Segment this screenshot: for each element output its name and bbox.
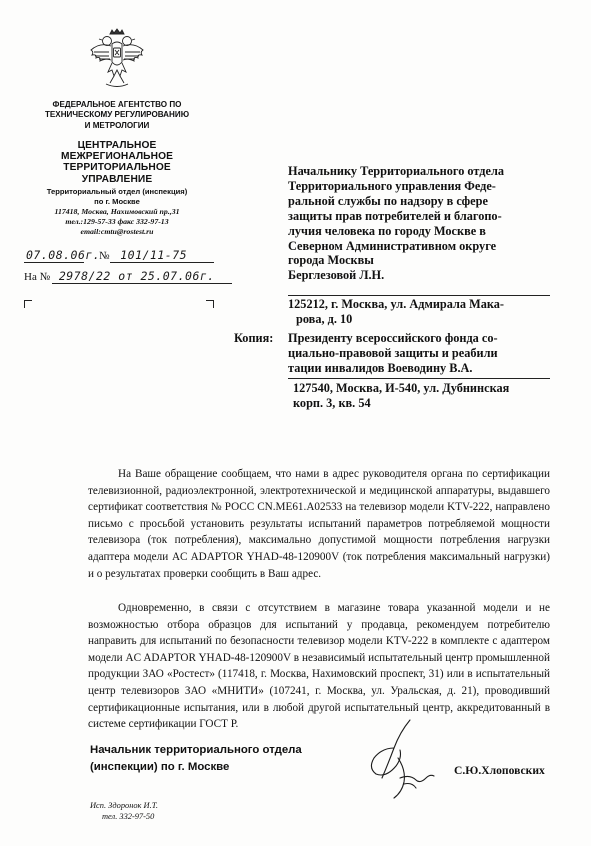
copy-underline	[288, 378, 550, 379]
sender-address: 117418, Москва, Нахимовский пр.,31	[54, 207, 180, 216]
registration-number-row	[99, 248, 187, 262]
recipient-line: города Москвы	[288, 253, 374, 268]
office-line: УПРАВЛЕНИЕ	[81, 173, 153, 185]
number-underline	[110, 262, 214, 263]
registration-number-label: №	[99, 250, 110, 262]
copy-recipient-block	[288, 331, 558, 376]
signatory-name: С.Ю.Хлоповских	[454, 764, 545, 777]
office-line: МЕЖРЕГИОНАЛЬНОЕ	[61, 151, 173, 163]
recipient-address	[288, 297, 558, 327]
coat-of-arms-icon	[88, 28, 146, 90]
body-paragraph-2: Одновременно, в связи с отсутствием в магазине товара указанной модели и не возможностью отбора образцов для испытаний у продавца, рекомендуем потребителю направить для испытаний по безопасности телевизор модели KTV-222 в комплекте с адаптером модели AC ADAPTOR YHAD-48-120900V в независимый испытательный центр промышленной продукции ЗАО «Ростест» (117418, г. Москва, Нахимовский проспект, 31) или в испытательный центр телевизоров ЗАО «МНИТИ» (107241, г. Москва, ул. Уральская, д. 21), проводивший сертификационные испытания, или в любой другой испытательный центр, аккредитованный в системе сертификации ГОСТ Р.	[88, 602, 550, 731]
sender-phone: тел.:129-57-33 факс 332-97-13	[65, 217, 169, 226]
recipient-line: Территориального управления Феде-	[288, 178, 496, 193]
registration-number: 101/11-75	[120, 248, 188, 262]
executor-block	[90, 800, 290, 822]
signatory-title-line: (инспекции) по г. Москве	[90, 760, 230, 773]
recipient-address-line: рова, д. 10	[296, 311, 353, 326]
registration-date: 07.08.06г.	[26, 248, 101, 262]
recipient-line: защиты прав потребителей и благопо-	[288, 208, 502, 223]
agency-name	[22, 100, 212, 131]
office-name	[22, 140, 212, 185]
date-underline	[24, 262, 84, 263]
executor-phone: тел. 332-97-50	[102, 812, 155, 821]
office-line: ЦЕНТРАЛЬНОЕ	[77, 140, 157, 151]
signatory-title	[90, 742, 340, 775]
department-line: Территориальный отдел (инспекция)	[46, 187, 188, 196]
reference-underline	[52, 283, 232, 284]
department-line: по г. Москве	[94, 196, 140, 206]
copy-recipient-line: Президенту всероссийского фонда со-	[288, 331, 498, 345]
sender-email: email:cmtu@rostest.ru	[80, 227, 154, 236]
recipient-block	[288, 164, 558, 283]
sender-contacts	[22, 207, 212, 237]
copy-recipient-address	[293, 381, 563, 411]
reference-value: 2978/22 от 25.07.06г.	[58, 269, 215, 283]
office-line: ТЕРРИТОРИАЛЬНОЕ	[63, 162, 171, 174]
handwritten-signature	[360, 718, 438, 802]
recipient-address-line: 125212, г. Москва, ул. Адмирала Мака-	[288, 297, 505, 311]
copy-recipient-line: циально-правовой защиты и реабили	[288, 345, 498, 360]
reference-label: На №	[24, 271, 51, 283]
agency-line: И МЕТРОЛОГИИ	[84, 120, 150, 130]
recipient-line: ральной службы по надзору в сфере	[288, 193, 488, 208]
copy-label: Копия:	[234, 331, 274, 345]
corner-mark-left	[24, 300, 32, 308]
recipient-underline	[288, 295, 550, 296]
recipient-line: Начальнику Территориального отдела	[288, 164, 505, 178]
recipient-name: Берглезовой Л.Н.	[288, 268, 385, 283]
agency-line: ФЕДЕРАЛЬНОЕ АГЕНТСТВО ПО	[52, 100, 182, 109]
copy-recipient-line: тации инвалидов Воеводину В.А.	[288, 360, 473, 375]
registration-date-row	[26, 248, 100, 262]
corner-mark-right	[206, 300, 214, 308]
reference-row	[24, 269, 215, 283]
recipient-line: Северном Административном округе	[288, 238, 497, 253]
signatory-title-line: Начальник территориального отдела	[90, 744, 302, 756]
department-name	[22, 187, 212, 206]
executor-name: Исп. Здоронок И.Т.	[90, 801, 158, 810]
copy-address-line: 127540, Москва, И-540, ул. Дубнинская	[293, 381, 510, 395]
body-paragraph-1: На Ваше обращение сообщаем, что нами в адрес руководителя органа по сертификации телевизионной, радиоэлектронной, электротехнической и медицинской аппаратуры, выдавшего сертификат соответствия № РОСС CN.ME61.A02533 на телевизор модели KTV-222, направлено письмо с просьбой установить результаты испытаний параметров потребляемой мощности телевизора (ток потребления), максимально допустимой мощности потребления нагрузки адаптера модели AC ADAPTOR YHAD-48-120900V (ток потребления максимальный нагрузки) и о результатах проверки сообщить в Ваш адрес.	[88, 468, 550, 580]
recipient-line: лучия человека по городу Москве в	[288, 223, 486, 238]
copy-address-line: корп. 3, кв. 54	[293, 395, 371, 410]
agency-line: ТЕХНИЧЕСКОМУ РЕГУЛИРОВАНИЮ	[44, 110, 190, 120]
